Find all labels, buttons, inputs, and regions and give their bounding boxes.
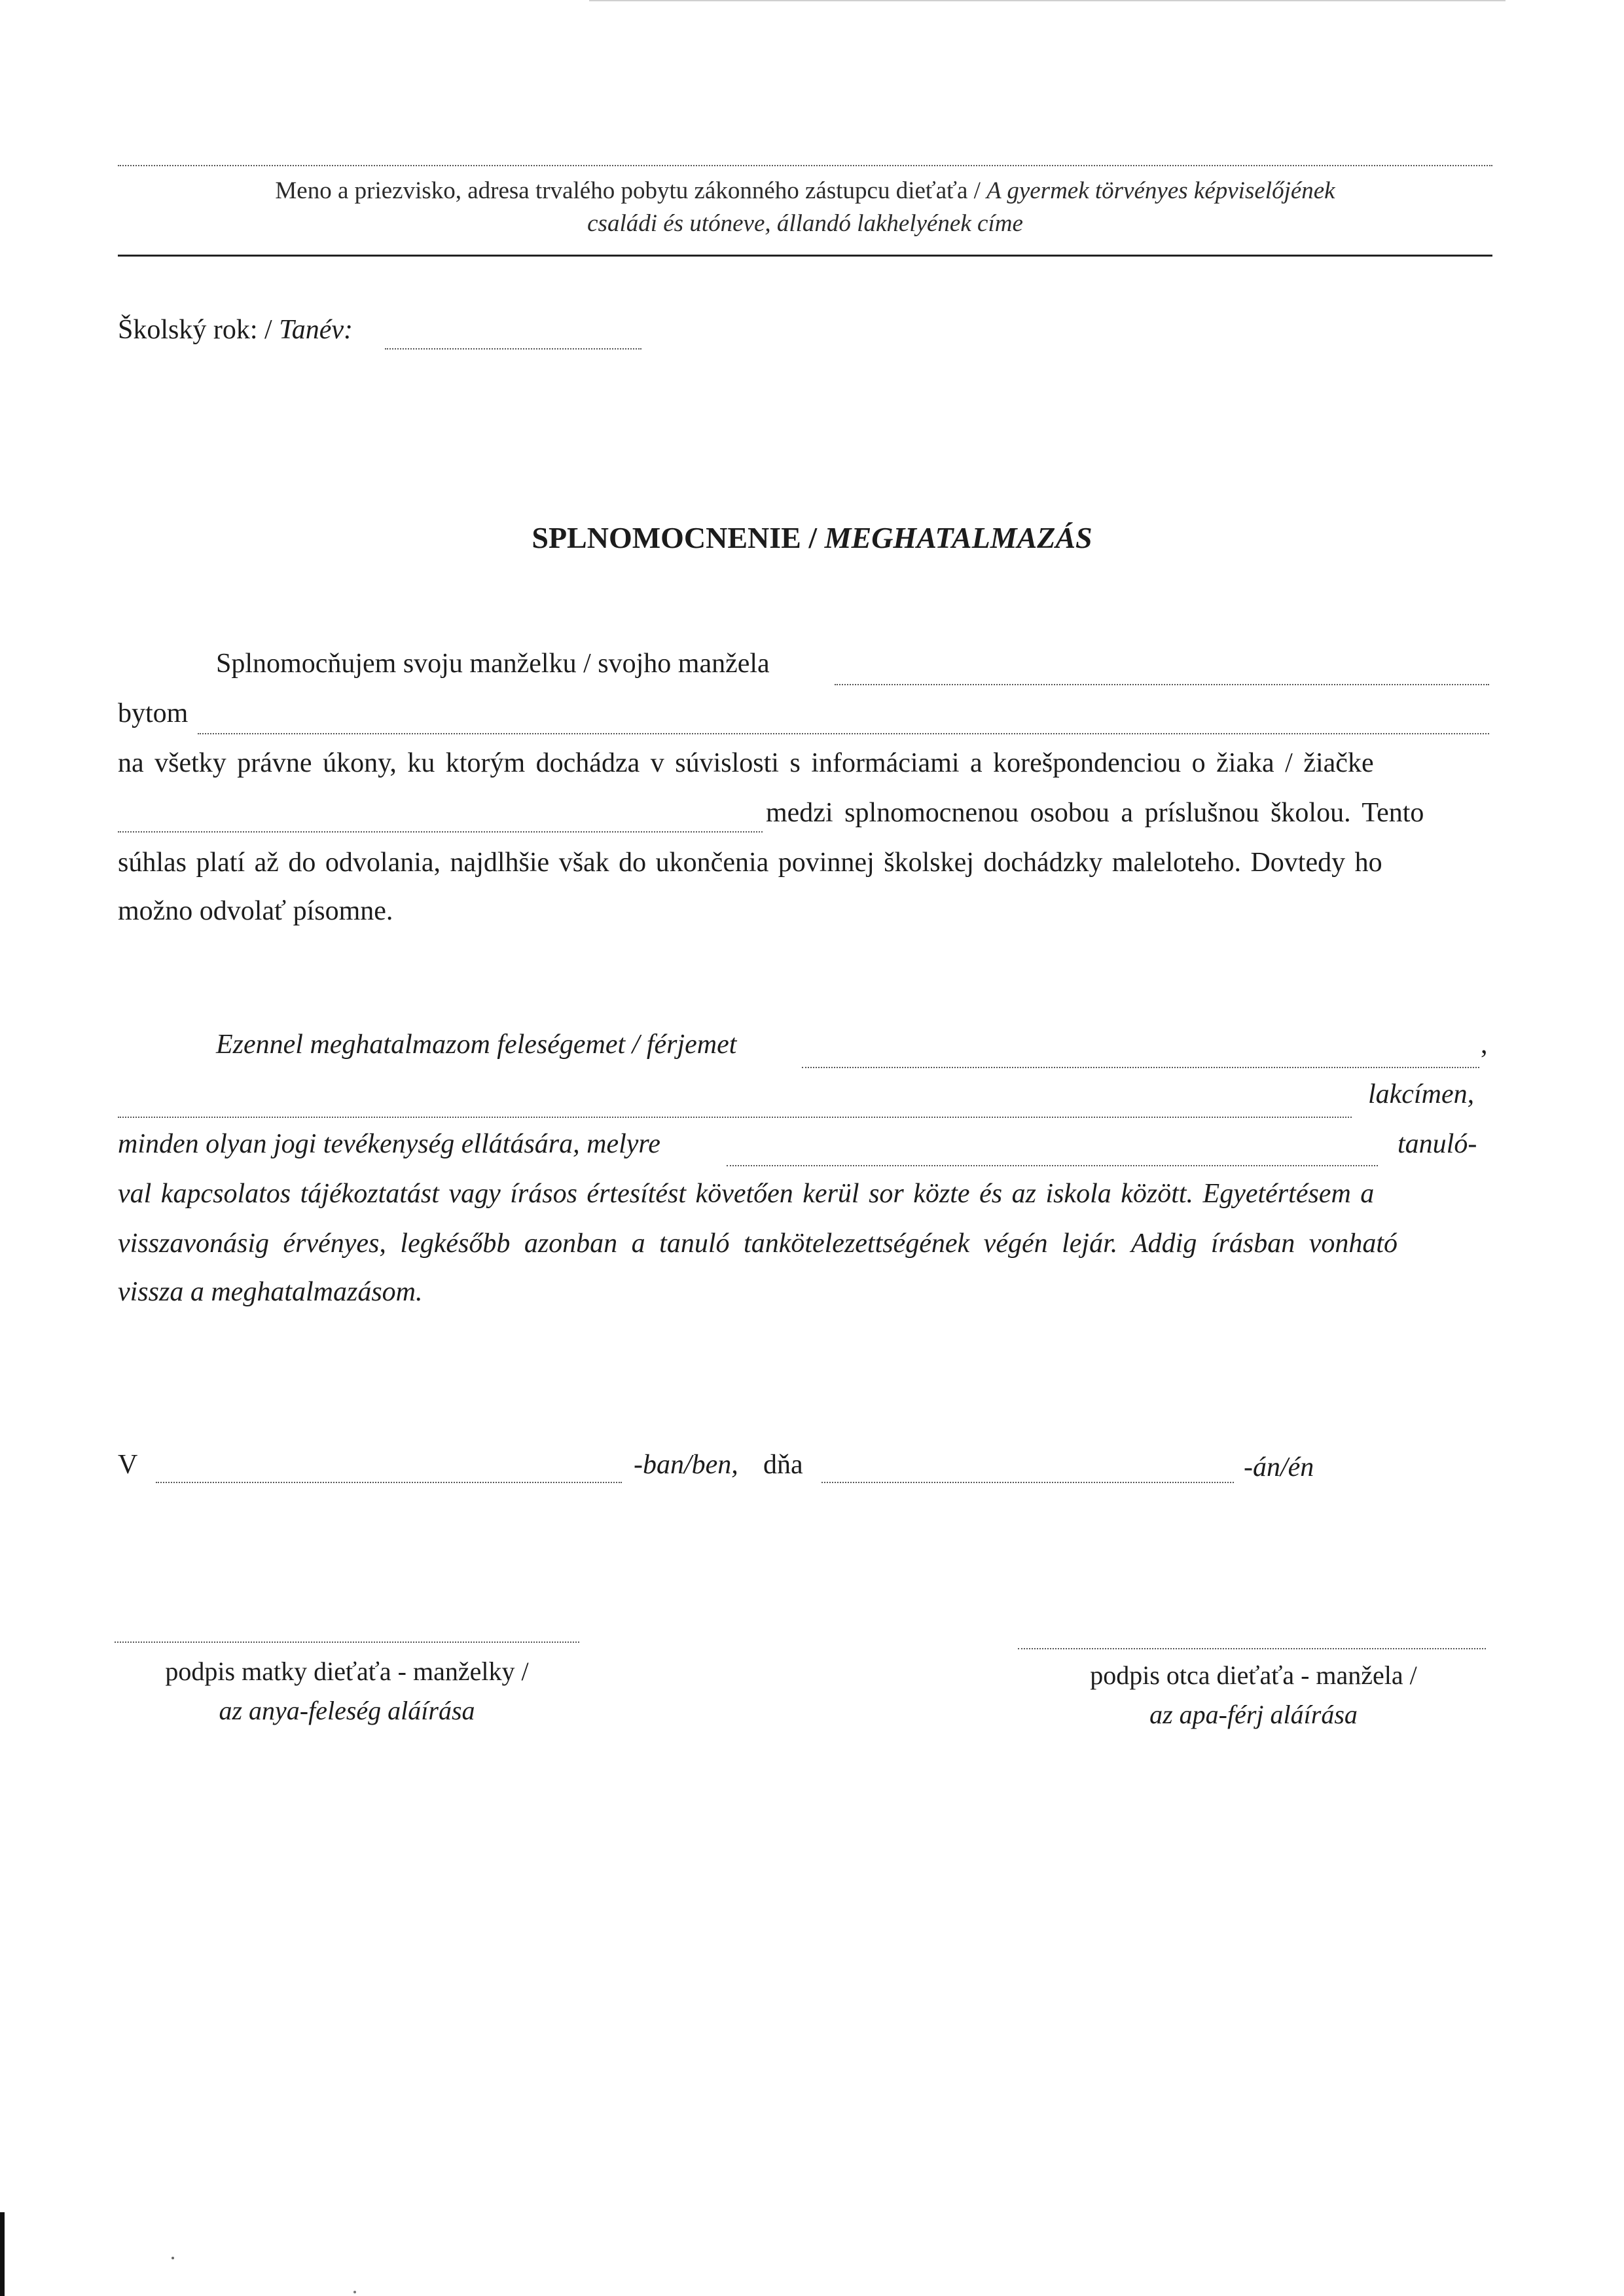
sk-line2: bytom <box>118 698 189 728</box>
representative-name-field[interactable] <box>118 165 1492 166</box>
hu-line6: vissza a meghatalmazásom. <box>118 1277 423 1307</box>
place-suffix: -ban/ben, <box>634 1450 738 1480</box>
mother-signature-caption-sk: podpis matky dieťaťa - manželky / <box>165 1657 529 1686</box>
sk-line3-text: na všetky právne úkony, ku ktorým dochádza v súvislosti s informáciami a korešpondenciou o žiaka / žiačke <box>118 748 1374 778</box>
scan-speck <box>171 2257 174 2259</box>
hu-line1-comma: , <box>1481 1030 1488 1060</box>
father-signature-caption-sk: podpis otca dieťaťa - manžela / <box>1090 1660 1417 1690</box>
header-caption-line1 <box>118 177 1492 205</box>
sk-line3 <box>118 747 1489 779</box>
spouse-address-field-hu[interactable] <box>118 1117 1352 1118</box>
mother-signature-caption-hu: az anya-feleség aláírása <box>219 1696 475 1725</box>
header-hu-text: A gyermek törvényes képviselőjének <box>986 177 1335 204</box>
hu-line5-text: visszavonásig érvényes, legkésőbb azonban a tanuló tankötelezettségének végén lejár. Addig írásban vonható <box>118 1229 1398 1259</box>
mother-signature-line[interactable] <box>115 1641 579 1643</box>
hu-line3: minden olyan jogi tevékenység ellátására, melyre <box>118 1129 660 1159</box>
spouse-name-field-hu[interactable] <box>802 1067 1479 1068</box>
scan-speck <box>353 2291 356 2293</box>
school-year-label-hu: Tanév: <box>279 315 353 345</box>
father-signature-line[interactable] <box>1018 1648 1486 1649</box>
sk-line4-text: medzi splnomocnenou osobou a príslušnou školou. Tento <box>766 798 1424 828</box>
header-sk-text: Meno a priezvisko, adresa trvalého pobytu zákonného zástupcu dieťaťa <box>275 177 968 204</box>
place-field[interactable] <box>156 1482 622 1483</box>
pupil-name-field-hu[interactable] <box>727 1165 1378 1166</box>
spouse-address-field-sk[interactable] <box>198 733 1489 734</box>
hu-line3-end: tanuló- <box>1398 1129 1477 1159</box>
pupil-name-field-sk[interactable] <box>118 831 763 833</box>
school-year-label <box>118 314 353 346</box>
hu-line5 <box>118 1228 1489 1259</box>
date-suffix: -án/én <box>1244 1452 1314 1482</box>
sk-line5: súhlas platí až do odvolania, najdlhšie však do ukončenia povinnej školskej dochádzky maleloteho. Dovtedy ho <box>118 848 1382 878</box>
hu-line1: Ezennel meghatalmazom feleségemet / férjemet <box>216 1030 737 1060</box>
hu-line2-end: lakcímen, <box>1368 1079 1475 1109</box>
sk-line4 <box>766 797 1489 829</box>
hu-line4 <box>118 1178 1489 1210</box>
header-separator-line <box>118 255 1492 257</box>
scan-left-edge-mark <box>0 2212 5 2296</box>
spouse-name-field-sk[interactable] <box>835 684 1489 685</box>
hu-line4-text: val kapcsolatos tájékoztatást vagy írásos értesítést követően kerül sor közte és az iskola között. Egyetértésem a <box>118 1179 1375 1209</box>
sk-line6: možno odvolať písomne. <box>118 896 393 926</box>
header-separator: / <box>967 177 987 204</box>
date-label: dňa <box>763 1450 803 1480</box>
school-year-label-sk: Školský rok: / <box>118 315 280 345</box>
school-year-field[interactable] <box>385 348 641 350</box>
place-label: V <box>118 1450 138 1480</box>
father-signature-caption-hu: az apa-férj aláírása <box>1149 1700 1358 1729</box>
header-caption-line2: családi és utóneve, állandó lakhelyének címe <box>587 210 1023 237</box>
title-sk: SPLNOMOCNENIE / <box>532 521 825 554</box>
sk-line1: Splnomocňujem svoju manželku / svojho manžela <box>216 649 770 679</box>
document-title <box>0 520 1624 555</box>
scan-top-edge <box>589 0 1506 1</box>
date-field[interactable] <box>821 1482 1234 1483</box>
title-hu: MEGHATALMAZÁS <box>824 521 1092 554</box>
